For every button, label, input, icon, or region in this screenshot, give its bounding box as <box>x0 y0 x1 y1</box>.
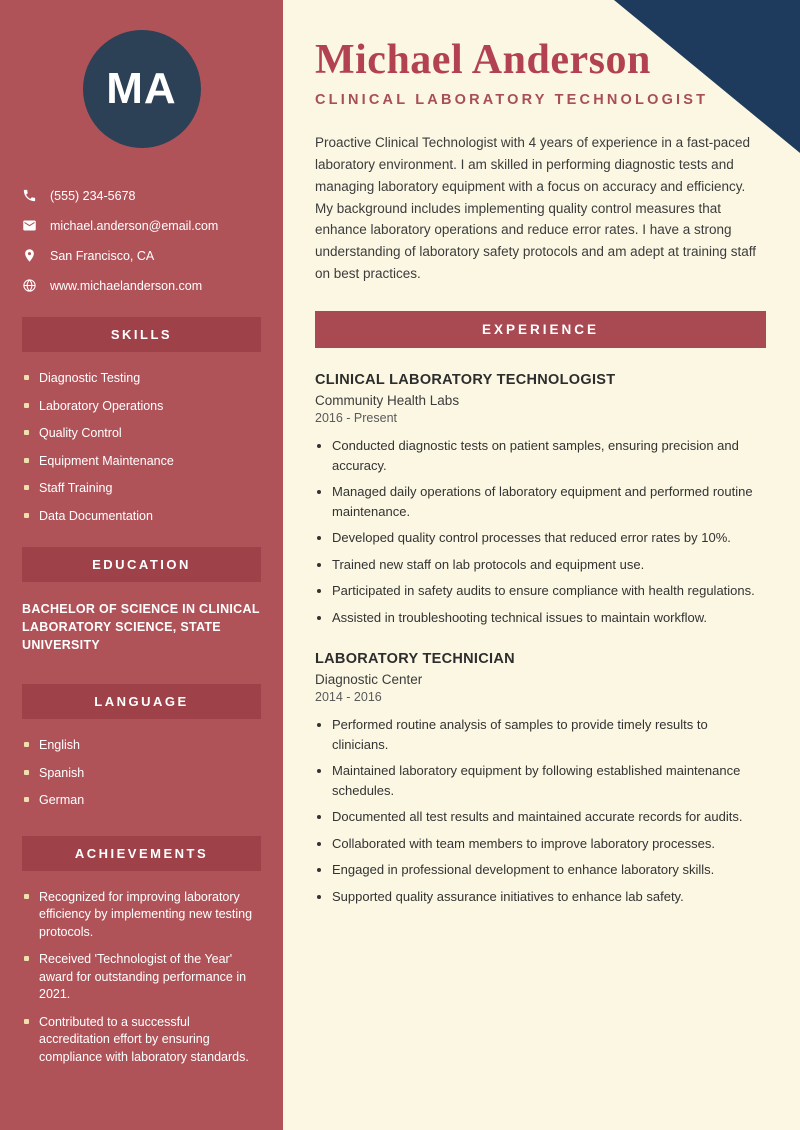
skill-item: Data Documentation <box>24 508 263 526</box>
job-bullet: • Assisted in troubleshooting technical issues to maintain workflow. <box>332 608 766 628</box>
job-bullet: • Performed routine analysis of samples to provide timely results to clinicians. <box>332 715 766 754</box>
language-list <box>0 737 283 810</box>
achievement-item: Received 'Technologist of the Year' award for outstanding performance in 2021. <box>24 951 263 1004</box>
achievement-item: Contributed to a successful accreditation effort by ensuring compliance with laboratory standards. <box>24 1014 263 1067</box>
job-bullet-list <box>332 436 766 627</box>
website-text: www.michaelanderson.com <box>50 278 203 293</box>
job-entry <box>315 372 766 627</box>
avatar-initials: MA <box>106 64 177 113</box>
job-title: LABORATORY TECHNICIAN <box>315 651 515 668</box>
experience-header: EXPERIENCE <box>315 311 766 348</box>
contact-website <box>22 278 261 293</box>
contact-section <box>0 188 283 293</box>
job-dates: 2016 - Present <box>315 411 397 426</box>
language-item: German <box>24 792 263 810</box>
phone-text: (555) 234-5678 <box>50 188 136 203</box>
job-dates: 2014 - 2016 <box>315 690 382 705</box>
contact-phone <box>22 188 261 203</box>
job-bullet: • Participated in safety audits to ensure compliance with health regulations. <box>332 581 766 601</box>
contact-location <box>22 248 261 263</box>
contact-email <box>22 218 261 233</box>
language-header: LANGUAGE <box>22 684 261 719</box>
skills-header: SKILLS <box>22 317 261 352</box>
achievement-item: Recognized for improving laboratory efficiency by implementing new testing protocols. <box>24 889 263 942</box>
main-content <box>283 0 800 1130</box>
skill-item: Staff Training <box>24 480 263 498</box>
job-bullet: • Developed quality control processes that reduced error rates by 10%. <box>332 528 766 548</box>
achievements-list <box>0 889 283 1067</box>
person-name: Michael Anderson <box>315 37 651 83</box>
location-text: San Francisco, CA <box>50 248 155 263</box>
job-company: Diagnostic Center <box>315 672 423 688</box>
job-bullet-list <box>332 715 766 906</box>
language-item: English <box>24 737 263 755</box>
skills-list <box>0 370 283 525</box>
job-title: CLINICAL LABORATORY TECHNOLOGIST <box>315 372 616 389</box>
globe-icon <box>22 278 37 293</box>
skill-item: Laboratory Operations <box>24 398 263 416</box>
achievements-header: ACHIEVEMENTS <box>22 836 261 871</box>
job-bullet: • Managed daily operations of laboratory equipment and performed routine maintenance. <box>332 482 766 521</box>
summary-paragraph: Proactive Clinical Technologist with 4 years of experience in a fast-paced laboratory environment. I am skilled in performing diagnostic tests and managing laboratory equipment with a focus on accuracy and efficiency. My background includes implementing quality control measures that enhance laboratory operations and reduce error rates. I have a strong understanding of laboratory safety protocols and am adept at training staff on best practices. <box>315 135 757 282</box>
location-pin-icon <box>22 248 37 263</box>
job-bullet: • Collaborated with team members to improve laboratory processes. <box>332 834 766 854</box>
education-header: EDUCATION <box>22 547 261 582</box>
email-text: michael.anderson@email.com <box>50 218 219 233</box>
job-bullet: • Documented all test results and maintained accurate records for audits. <box>332 807 766 827</box>
job-bullet: • Maintained laboratory equipment by following established maintenance schedules. <box>332 761 766 800</box>
job-bullet: • Engaged in professional development to enhance laboratory skills. <box>332 860 766 880</box>
language-item: Spanish <box>24 765 263 783</box>
email-icon <box>22 218 37 233</box>
sidebar <box>0 0 283 1130</box>
job-bullet: • Trained new staff on lab protocols and equipment use. <box>332 555 766 575</box>
job-entry <box>315 651 766 906</box>
education-degree: BACHELOR OF SCIENCE IN CLINICAL LABORATORY SCIENCE, STATE UNIVERSITY <box>22 602 260 653</box>
job-company: Community Health Labs <box>315 393 460 409</box>
skill-item: Equipment Maintenance <box>24 453 263 471</box>
phone-icon <box>22 188 37 203</box>
person-role: CLINICAL LABORATORY TECHNOLOGIST <box>315 92 709 108</box>
avatar <box>83 30 201 148</box>
job-bullet: • Supported quality assurance initiatives to enhance lab safety. <box>332 887 766 907</box>
skill-item: Quality Control <box>24 425 263 443</box>
skill-item: Diagnostic Testing <box>24 370 263 388</box>
job-bullet: • Conducted diagnostic tests on patient samples, ensuring precision and accuracy. <box>332 436 766 475</box>
